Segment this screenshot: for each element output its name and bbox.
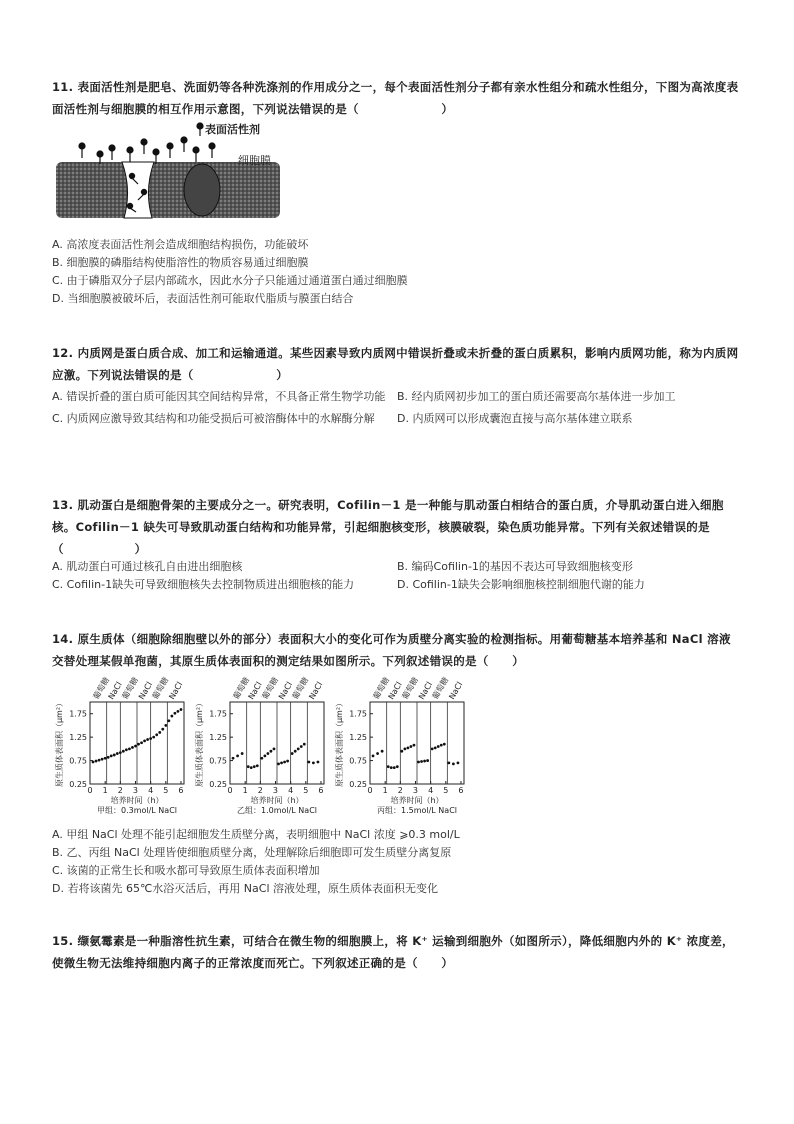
- x-tick-label: 5: [303, 786, 309, 795]
- phase-label: NaCl: [106, 680, 124, 701]
- y-tick-label: 0.75: [69, 756, 87, 766]
- x-tick-label: 2: [117, 786, 123, 795]
- data-point: [303, 743, 306, 746]
- data-point: [232, 757, 235, 760]
- chart-caption: 丙组：1.5mol/L NaCl: [376, 806, 458, 815]
- x-tick-label: 2: [257, 786, 263, 795]
- phase-label: 葡萄糖: [150, 675, 171, 701]
- data-point: [122, 750, 125, 753]
- option-c[interactable]: C. 内质网应激导致其结构和功能受损后可被溶酶体中的水解酶分解: [52, 412, 375, 425]
- data-point: [447, 762, 450, 765]
- data-point: [267, 752, 270, 755]
- phase-label: 葡萄糖: [260, 675, 281, 701]
- phase-label: NaCl: [447, 680, 465, 701]
- membrane-figure: [52, 120, 292, 228]
- data-point: [152, 736, 155, 739]
- y-axis-label: 原生质体表面积（μm²）: [335, 698, 344, 788]
- x-tick-label: 1: [102, 786, 108, 795]
- y-axis-label: 原生质体表面积（μm²）: [55, 698, 64, 788]
- question-13-options: [52, 558, 742, 594]
- y-tick-label: 1.75: [209, 709, 227, 719]
- data-point: [297, 747, 300, 750]
- question-12-options: [52, 388, 742, 428]
- data-point: [400, 750, 403, 753]
- question-13-stem: 13. 肌动蛋白是细胞骨架的主要成分之一。研究表明，Cofilin－1 是一种能与肌动蛋白相结合的蛋白质，介导肌动蛋白进入细胞核。Cofilin－1 缺失可导致肌动蛋白结构和功能异常，引起细胞核变形，核膜破裂，染色质功能异常。下列有关叙述错误的是（ ）: [52, 498, 724, 556]
- chart-caption: 甲组：0.3mol/L NaCl: [96, 806, 178, 815]
- x-axis-label: 培养时间（h）: [390, 796, 444, 805]
- data-point: [452, 762, 455, 765]
- data-point: [137, 743, 140, 746]
- question-12-stem: 12. 内质网是蛋白质合成、加工和运输通道。某些因素导致内质网中错误折叠或未折叠的蛋白质累积，影响内质网功能，称为内质网应激。下列说法错误的是（ ）: [52, 346, 739, 382]
- phase-label: 葡萄糖: [371, 675, 392, 701]
- option-d[interactable]: D. 若将该菌先 65℃水浴灭活后，再用 NaCl 溶液处理，原生质体表面积无变化: [52, 882, 439, 895]
- option-a[interactable]: A. 甲组 NaCl 处理不能引起细胞发生质壁分离，表明细胞中 NaCl 浓度 ⩾0.3 mol/L: [52, 828, 460, 841]
- x-tick-label: 4: [428, 786, 434, 795]
- data-point: [270, 750, 273, 753]
- option-d[interactable]: D. Cofilin-1缺失会影响细胞核控制细胞代谢的能力: [397, 578, 645, 591]
- data-point: [283, 761, 286, 764]
- x-tick-label: 1: [382, 786, 388, 795]
- data-point: [128, 747, 131, 750]
- data-point: [164, 724, 167, 727]
- data-point: [98, 759, 101, 762]
- data-point: [317, 761, 320, 764]
- data-point: [180, 708, 183, 711]
- option-b[interactable]: B. 乙、丙组 NaCl 处理皆使细胞质壁分离，处理解除后细胞即可发生质壁分离复原: [52, 846, 452, 859]
- data-point: [434, 747, 437, 750]
- option-a[interactable]: A. 肌动蛋白可通过核孔自由进出细胞核: [52, 560, 243, 573]
- data-point: [291, 752, 294, 755]
- x-tick-label: 5: [443, 786, 449, 795]
- data-point: [236, 754, 239, 757]
- data-point: [113, 754, 116, 757]
- y-axis-label: 原生质体表面积（μm²）: [195, 698, 204, 788]
- x-tick-label: 4: [288, 786, 294, 795]
- phase-label: NaCl: [136, 680, 155, 701]
- phase-label: NaCl: [276, 680, 295, 701]
- x-tick-label: 6: [318, 786, 324, 795]
- surfactant-molecules: [79, 123, 215, 164]
- data-point: [393, 766, 396, 769]
- option-a[interactable]: A. 错误折叠的蛋白质可能因其空间结构异常，不具备正常生物学功能: [52, 390, 386, 403]
- data-point: [431, 747, 434, 750]
- phase-label: 葡萄糖: [400, 675, 421, 701]
- data-point: [312, 762, 315, 765]
- x-tick-label: 5: [163, 786, 169, 795]
- data-point: [263, 754, 266, 757]
- phase-label: NaCl: [416, 680, 435, 701]
- question-11: [52, 76, 742, 120]
- data-point: [286, 760, 289, 763]
- x-tick-label: 0: [227, 786, 233, 795]
- label-membrane: 细胞膜: [238, 154, 271, 167]
- data-point: [167, 719, 170, 722]
- data-point: [407, 747, 410, 750]
- data-point: [107, 756, 110, 759]
- data-point: [420, 760, 423, 763]
- data-point: [277, 762, 280, 765]
- x-tick-label: 3: [272, 786, 279, 795]
- data-point: [247, 765, 250, 768]
- x-tick-label: 3: [412, 786, 419, 795]
- data-point: [372, 754, 375, 757]
- data-point: [104, 757, 107, 760]
- x-tick-label: 0: [367, 786, 373, 795]
- data-point: [110, 754, 113, 757]
- data-point: [256, 764, 259, 767]
- q14-charts: [52, 672, 472, 822]
- data-point: [273, 747, 276, 750]
- data-point: [396, 765, 399, 768]
- x-axis-label: 培养时间（h）: [110, 796, 164, 805]
- y-tick-label: 0.75: [209, 756, 227, 766]
- x-tick-label: 6: [458, 786, 464, 795]
- data-point: [174, 712, 177, 715]
- option-a[interactable]: A. 高浓度表面活性剂会造成细胞结构损伤，功能破坏: [52, 238, 309, 251]
- phase-label: NaCl: [307, 680, 325, 701]
- data-point: [95, 760, 98, 763]
- data-point: [170, 715, 173, 718]
- y-tick-label: 0.25: [209, 780, 227, 789]
- membrane-protein: [184, 164, 220, 216]
- option-b[interactable]: B. 经内质网初步加工的蛋白质还需要高尔基体进一步加工: [397, 390, 676, 403]
- data-point: [294, 750, 297, 753]
- data-point: [140, 741, 143, 744]
- data-point: [423, 760, 426, 763]
- y-tick-label: 0.25: [69, 780, 87, 789]
- data-point: [241, 752, 244, 755]
- data-point: [403, 747, 406, 750]
- data-point: [101, 758, 104, 761]
- option-b[interactable]: B. 编码Cofilin-1的基因不表达可导致细胞核变形: [397, 560, 633, 573]
- data-point: [119, 751, 122, 754]
- membrane-bilayer: [56, 162, 280, 218]
- y-tick-label: 1.75: [69, 709, 87, 719]
- y-tick-label: 0.25: [349, 780, 367, 789]
- data-point: [387, 765, 390, 768]
- question-11-options: [52, 236, 742, 308]
- option-b[interactable]: B. 细胞膜的磷脂结构使脂溶性的物质容易通过细胞膜: [52, 256, 309, 269]
- y-tick-label: 1.25: [209, 733, 227, 743]
- option-c[interactable]: C. Cofilin-1缺失可导致细胞核失去控制物质进出细胞核的能力: [52, 578, 355, 591]
- question-14-stem: 14. 原生质体（细胞除细胞壁以外的部分）表面积大小的变化可作为质壁分离实验的检测指标。用葡萄糖基本培养基和 NaCl 溶液交替处理某假单孢菌，其原生质体表面积的测定结果如图所示。下列叙述错误的是（ ）: [52, 632, 731, 668]
- data-point: [92, 761, 95, 764]
- y-tick-label: 1.75: [349, 709, 367, 719]
- option-c[interactable]: C. 由于磷脂双分子层内部疏水，因此水分子只能通过通道蛋白通过细胞膜: [52, 274, 408, 287]
- data-point: [253, 765, 256, 768]
- data-point: [143, 739, 146, 742]
- phase-label: NaCl: [386, 680, 404, 701]
- option-c[interactable]: C. 该菌的正常生长和吸水都可导致原生质体表面积增加: [52, 864, 320, 877]
- y-tick-label: 1.25: [349, 733, 367, 743]
- phase-label: 葡萄糖: [120, 675, 141, 701]
- question-13: [52, 494, 742, 560]
- data-point: [131, 746, 134, 749]
- data-point: [146, 738, 149, 741]
- phase-label: 葡萄糖: [231, 675, 252, 701]
- x-axis-label: 培养时间（h）: [250, 796, 304, 805]
- question-14-options: [52, 826, 742, 898]
- phase-label: 葡萄糖: [91, 675, 112, 701]
- data-point: [413, 744, 416, 747]
- chart-jia: [52, 672, 192, 822]
- data-point: [250, 766, 253, 769]
- data-point: [437, 745, 440, 748]
- question-11-stem: 11. 表面活性剂是肥皂、洗面奶等各种洗涤剂的作用成分之一，每个表面活性剂分子都有亲水性组分和疏水性组分，下图为高浓度表面活性剂与细胞膜的相互作用示意图，下列说法错误的是（ ）: [52, 80, 739, 116]
- data-point: [300, 745, 303, 748]
- question-15-stem: 15. 缬氨霉素是一种脂溶性抗生素，可结合在微生物的细胞膜上，将 K⁺ 运输到细胞外（如图所示），降低细胞内外的 K⁺ 浓度差，使微生物无法维持细胞内离子的正常浓度而死亡。下列叙述正确的是（ ）: [52, 934, 734, 970]
- data-point: [440, 744, 443, 747]
- question-12: [52, 342, 742, 386]
- question-14: [52, 628, 742, 672]
- chart-bing: [332, 672, 472, 822]
- data-point: [426, 759, 429, 762]
- x-tick-label: 3: [132, 786, 139, 795]
- option-d[interactable]: D. 当细胞膜被破坏后，表面活性剂可能取代脂质与膜蛋白结合: [52, 292, 354, 305]
- data-point: [158, 731, 161, 734]
- data-point: [307, 761, 310, 764]
- phase-label: 葡萄糖: [290, 675, 311, 701]
- question-15: [52, 930, 742, 974]
- data-point: [177, 710, 180, 713]
- data-point: [161, 728, 164, 731]
- data-point: [410, 745, 413, 748]
- chart-caption: 乙组：1.0mol/L NaCl: [236, 806, 318, 815]
- data-point: [149, 737, 152, 740]
- data-point: [280, 762, 283, 765]
- x-tick-label: 4: [148, 786, 154, 795]
- data-point: [134, 745, 137, 748]
- option-d[interactable]: D. 内质网可以形成囊泡直接与高尔基体建立联系: [397, 412, 633, 425]
- phase-label: 葡萄糖: [430, 675, 451, 701]
- y-tick-label: 0.75: [349, 756, 367, 766]
- data-point: [116, 752, 119, 755]
- phase-label: NaCl: [167, 680, 185, 701]
- x-tick-label: 6: [178, 786, 184, 795]
- data-point: [417, 761, 420, 764]
- x-tick-label: 1: [242, 786, 248, 795]
- data-point: [125, 748, 128, 751]
- data-point: [260, 757, 263, 760]
- y-tick-label: 1.25: [69, 733, 87, 743]
- phase-label: NaCl: [246, 680, 264, 701]
- label-surfactant: 表面活性剂: [205, 123, 260, 136]
- data-point: [381, 750, 384, 753]
- data-point: [390, 766, 393, 769]
- chart-yi: [192, 672, 332, 822]
- data-point: [155, 733, 158, 736]
- x-tick-label: 0: [87, 786, 93, 795]
- data-point: [457, 762, 460, 765]
- x-tick-label: 2: [397, 786, 403, 795]
- data-point: [443, 743, 446, 746]
- data-point: [376, 752, 379, 755]
